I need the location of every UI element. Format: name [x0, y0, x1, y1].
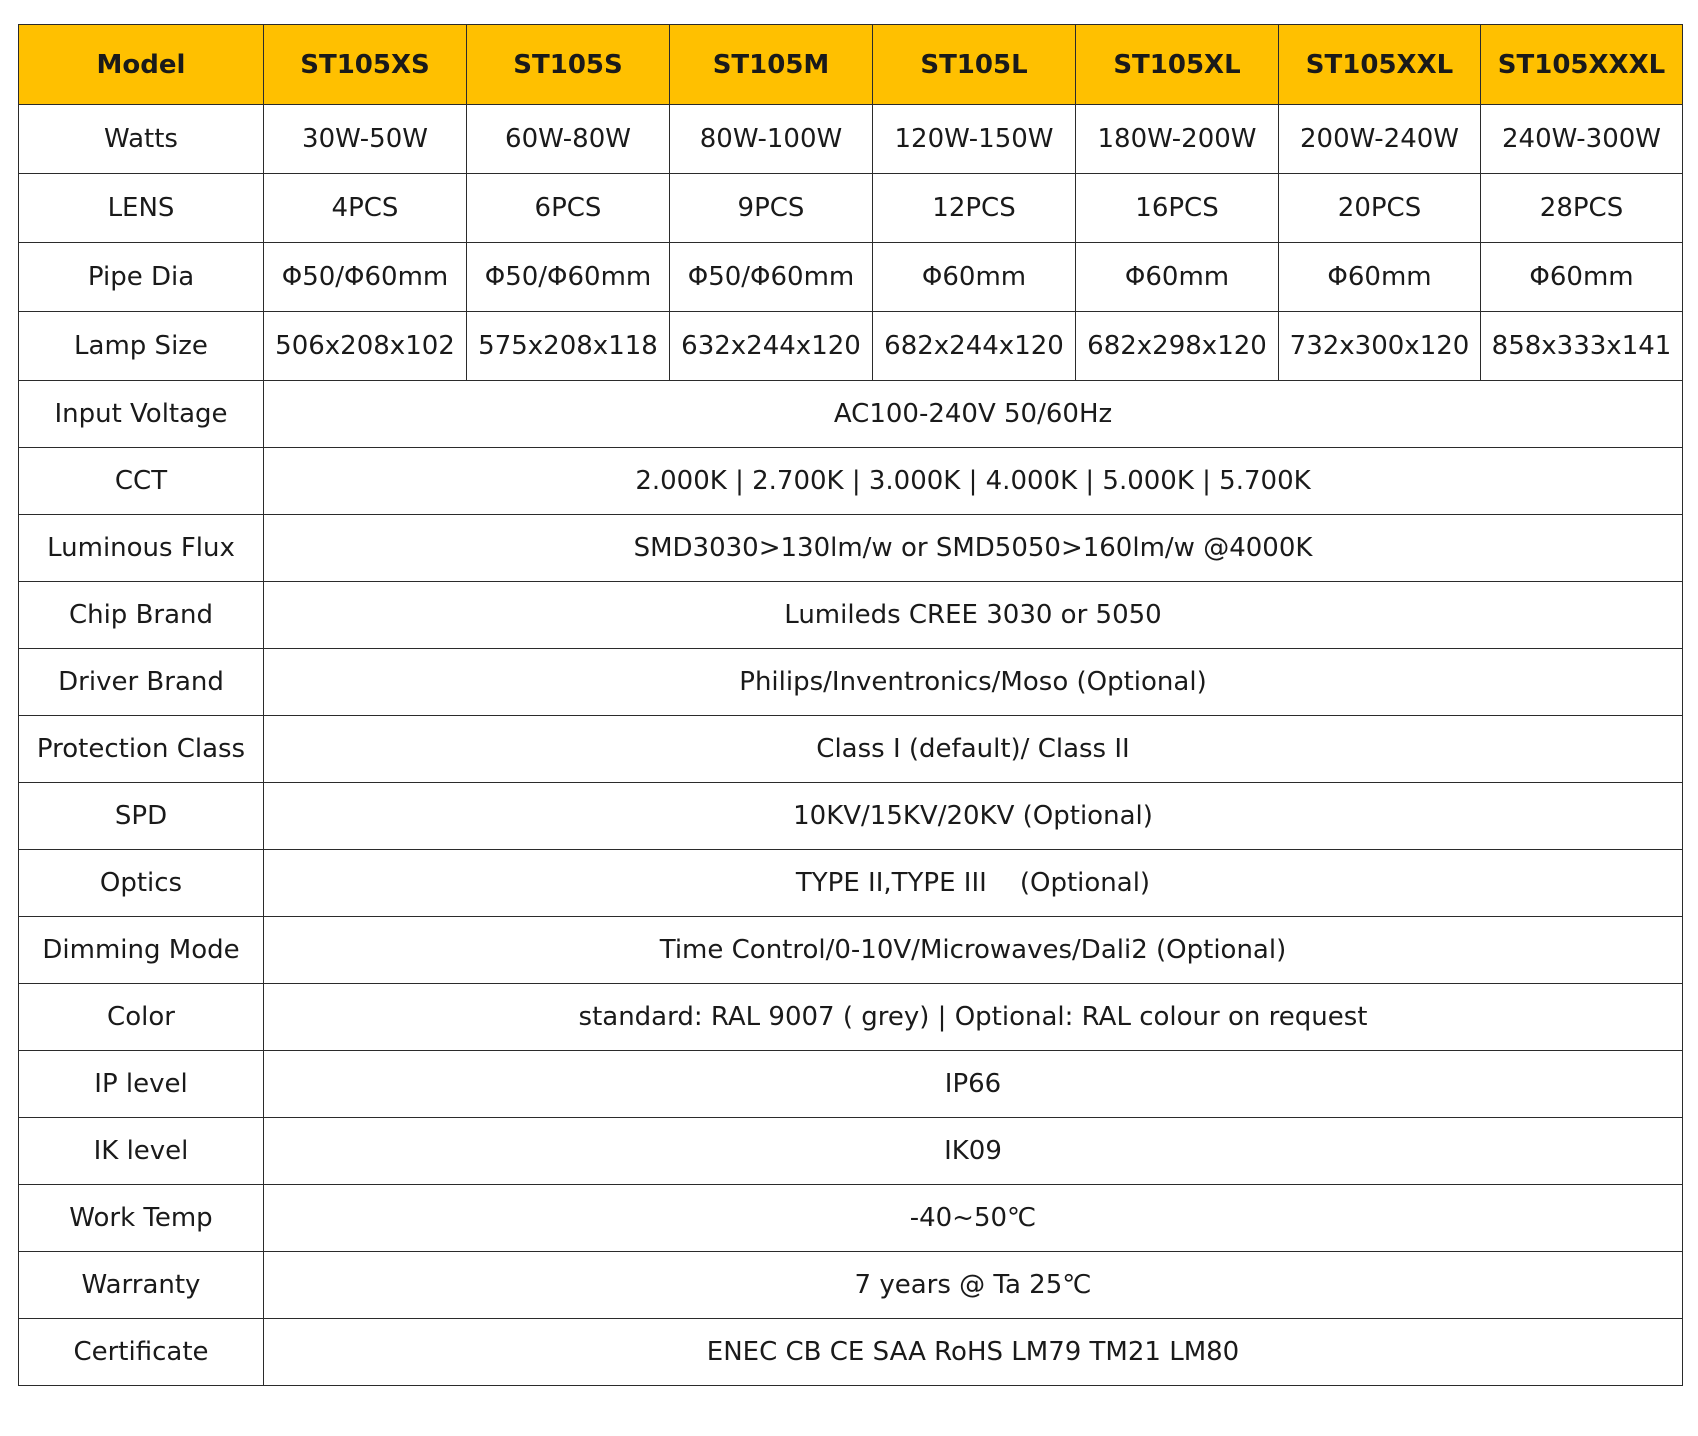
- table-cell-merged: ENEC CB CE SAA RoHS LM79 TM21 LM80: [264, 1319, 1683, 1386]
- table-cell: 200W-240W: [1279, 105, 1481, 174]
- row-label: Color: [19, 984, 264, 1051]
- table-cell: 120W-150W: [873, 105, 1076, 174]
- table-cell-merged: IP66: [264, 1051, 1683, 1118]
- table-cell: 60W-80W: [467, 105, 670, 174]
- table-row-input-voltage: [19, 381, 1683, 448]
- header-model-label: Model: [19, 25, 264, 105]
- table-cell-merged: TYPE II,TYPE III (Optional): [264, 850, 1683, 917]
- table-row-protection-class: [19, 716, 1683, 783]
- header-model: ST105XXL: [1279, 25, 1481, 105]
- table-cell: Φ60mm: [1481, 243, 1683, 312]
- spec-table: [18, 24, 1683, 1386]
- row-label: Pipe Dia: [19, 243, 264, 312]
- row-label: Lamp Size: [19, 312, 264, 381]
- row-label: IK level: [19, 1118, 264, 1185]
- table-row-dimming-mode: [19, 917, 1683, 984]
- row-label: Watts: [19, 105, 264, 174]
- table-row-luminous-flux: [19, 515, 1683, 582]
- table-cell: 6PCS: [467, 174, 670, 243]
- table-cell-merged: Time Control/0-10V/Microwaves/Dali2 (Optional): [264, 917, 1683, 984]
- row-label: Driver Brand: [19, 649, 264, 716]
- row-label: LENS: [19, 174, 264, 243]
- table-cell: 9PCS: [670, 174, 873, 243]
- table-cell: 632x244x120: [670, 312, 873, 381]
- table-row-warranty: [19, 1252, 1683, 1319]
- table-cell: 682x244x120: [873, 312, 1076, 381]
- table-cell-merged: IK09: [264, 1118, 1683, 1185]
- table-cell: Φ50/Φ60mm: [467, 243, 670, 312]
- table-cell: 28PCS: [1481, 174, 1683, 243]
- table-cell: Φ50/Φ60mm: [670, 243, 873, 312]
- table-row-cct: [19, 448, 1683, 515]
- table-cell: 575x208x118: [467, 312, 670, 381]
- header-row: [19, 25, 1683, 105]
- table-row-optics: [19, 850, 1683, 917]
- header-model: ST105S: [467, 25, 670, 105]
- row-label: IP level: [19, 1051, 264, 1118]
- table-cell: 682x298x120: [1076, 312, 1279, 381]
- table-row-color: [19, 984, 1683, 1051]
- table-cell-merged: -40~50℃: [264, 1185, 1683, 1252]
- row-label: Warranty: [19, 1252, 264, 1319]
- table-row-spd: [19, 783, 1683, 850]
- row-label: Input Voltage: [19, 381, 264, 448]
- table-cell-merged: Philips/Inventronics/Moso (Optional): [264, 649, 1683, 716]
- table-cell-merged: AC100-240V 50/60Hz: [264, 381, 1683, 448]
- table-row-watts: [19, 105, 1683, 174]
- table-row-certificate: [19, 1319, 1683, 1386]
- table-cell: 240W-300W: [1481, 105, 1683, 174]
- table-row-ik-level: [19, 1118, 1683, 1185]
- row-label: SPD: [19, 783, 264, 850]
- header-model: ST105M: [670, 25, 873, 105]
- row-label: Protection Class: [19, 716, 264, 783]
- row-label: Optics: [19, 850, 264, 917]
- table-cell: Φ60mm: [1076, 243, 1279, 312]
- table-cell: 80W-100W: [670, 105, 873, 174]
- table-cell: 4PCS: [264, 174, 467, 243]
- table-row-ip-level: [19, 1051, 1683, 1118]
- row-label: CCT: [19, 448, 264, 515]
- table-cell: 732x300x120: [1279, 312, 1481, 381]
- table-cell: Φ50/Φ60mm: [264, 243, 467, 312]
- table-cell: 180W-200W: [1076, 105, 1279, 174]
- table-row-lens: [19, 174, 1683, 243]
- row-label: Work Temp: [19, 1185, 264, 1252]
- row-label: Certificate: [19, 1319, 264, 1386]
- table-cell: 30W-50W: [264, 105, 467, 174]
- table-cell: 506x208x102: [264, 312, 467, 381]
- table-cell-merged: 10KV/15KV/20KV (Optional): [264, 783, 1683, 850]
- table-cell-merged: standard: RAL 9007 ( grey) | Optional: RAL colour on request: [264, 984, 1683, 1051]
- table-cell: 20PCS: [1279, 174, 1481, 243]
- table-cell-merged: SMD3030>130lm/w or SMD5050>160lm/w @4000K: [264, 515, 1683, 582]
- table-row-work-temp: [19, 1185, 1683, 1252]
- table-cell-merged: 2.000K | 2.700K | 3.000K | 4.000K | 5.000K | 5.700K: [264, 448, 1683, 515]
- table-cell-merged: Class I (default)/ Class II: [264, 716, 1683, 783]
- header-model: ST105L: [873, 25, 1076, 105]
- header-model: ST105XS: [264, 25, 467, 105]
- row-label: Dimming Mode: [19, 917, 264, 984]
- table-row-chip-brand: [19, 582, 1683, 649]
- table-cell: Φ60mm: [873, 243, 1076, 312]
- table-cell: 12PCS: [873, 174, 1076, 243]
- row-label: Luminous Flux: [19, 515, 264, 582]
- table-cell-merged: Lumileds CREE 3030 or 5050: [264, 582, 1683, 649]
- table-cell: 858x333x141: [1481, 312, 1683, 381]
- header-model: ST105XL: [1076, 25, 1279, 105]
- header-model: ST105XXXL: [1481, 25, 1683, 105]
- table-row-lamp-size: [19, 312, 1683, 381]
- table-row-driver-brand: [19, 649, 1683, 716]
- table-row-pipe-dia: [19, 243, 1683, 312]
- table-cell: 16PCS: [1076, 174, 1279, 243]
- table-cell-merged: 7 years @ Ta 25℃: [264, 1252, 1683, 1319]
- table-cell: Φ60mm: [1279, 243, 1481, 312]
- row-label: Chip Brand: [19, 582, 264, 649]
